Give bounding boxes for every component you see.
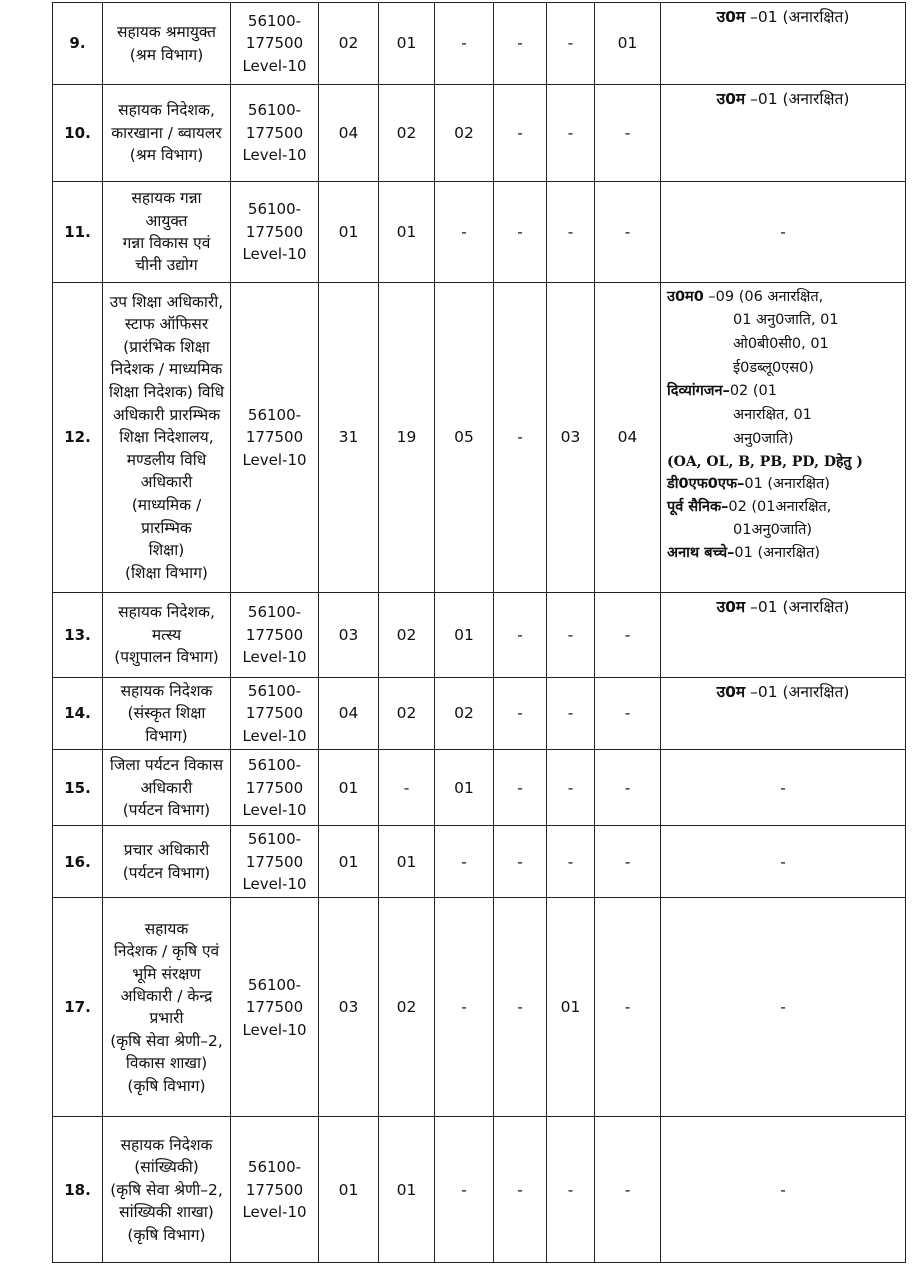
table-row xyxy=(53,283,906,593)
serial-number: 15. xyxy=(53,750,103,826)
count-c4: - xyxy=(494,182,547,283)
serial-number: 14. xyxy=(53,678,103,750)
count-c6: - xyxy=(595,826,661,898)
count-c4: - xyxy=(494,1117,547,1263)
table-row xyxy=(53,1117,906,1263)
reservation-line: पूर्व सैनिक–02 (01अनारक्षित, xyxy=(667,498,832,515)
count-c6: - xyxy=(595,678,661,750)
count-c2: - xyxy=(379,750,435,826)
table-row xyxy=(53,3,906,85)
reservation-line: (OA, OL, B, PB, PD, Dहेतु ) xyxy=(667,453,863,470)
count-c3: - xyxy=(435,898,494,1117)
serial-number: 10. xyxy=(53,85,103,182)
pay-scale: 56100- 177500 Level-10 xyxy=(231,593,319,678)
count-c6: - xyxy=(595,85,661,182)
count-total: 01 xyxy=(319,182,379,283)
table-row xyxy=(53,85,906,182)
count-c4: - xyxy=(494,898,547,1117)
count-c5: - xyxy=(547,1117,595,1263)
pay-scale: 56100- 177500 Level-10 xyxy=(231,182,319,283)
serial-number: 12. xyxy=(53,283,103,593)
reservation-line: उ0म –01 (अनारक्षित) xyxy=(716,598,850,616)
post-name: सहायक निदेशक (संस्कृत शिक्षा विभाग) xyxy=(103,678,231,750)
count-c3: 01 xyxy=(435,750,494,826)
count-c5: - xyxy=(547,85,595,182)
count-c3: 02 xyxy=(435,85,494,182)
reservation-cell xyxy=(661,678,906,750)
count-c5: - xyxy=(547,678,595,750)
serial-number: 9. xyxy=(53,3,103,85)
post-name: सहायक निदेशक, मत्स्य (पशुपालन विभाग) xyxy=(103,593,231,678)
count-c6: - xyxy=(595,593,661,678)
count-c3: - xyxy=(435,826,494,898)
count-c5: - xyxy=(547,750,595,826)
reservation-line: डी0एफ0एफ–01 (अनारक्षित) xyxy=(667,476,830,493)
post-name: सहायक निदेशक (सांख्यिकी) (कृषि सेवा श्रेणी–2, सांख्यिकी शाखा) (कृषि विभाग) xyxy=(103,1117,231,1263)
count-total: 04 xyxy=(319,678,379,750)
table-row xyxy=(53,182,906,283)
pay-scale: 56100- 177500 Level-10 xyxy=(231,898,319,1117)
count-c5: 03 xyxy=(547,283,595,593)
count-c3: - xyxy=(435,3,494,85)
count-c2: 02 xyxy=(379,678,435,750)
count-c3: 05 xyxy=(435,283,494,593)
count-c4: - xyxy=(494,283,547,593)
table-row xyxy=(53,826,906,898)
table-row xyxy=(53,898,906,1117)
reservation-line: उ0म –01 (अनारक्षित) xyxy=(716,90,850,108)
post-name: प्रचार अधिकारी (पर्यटन विभाग) xyxy=(103,826,231,898)
reservation-cell: - xyxy=(661,182,906,283)
count-c4: - xyxy=(494,826,547,898)
reservation-cell xyxy=(661,85,906,182)
table-row xyxy=(53,678,906,750)
pay-scale: 56100- 177500 Level-10 xyxy=(231,678,319,750)
count-total: 03 xyxy=(319,593,379,678)
reservation-cell: - xyxy=(661,898,906,1117)
serial-number: 11. xyxy=(53,182,103,283)
reservation-cell xyxy=(661,283,906,593)
count-total: 03 xyxy=(319,898,379,1117)
count-c5: - xyxy=(547,3,595,85)
reservation-line: अनु0जाति) xyxy=(733,430,794,447)
count-total: 01 xyxy=(319,826,379,898)
post-name: उप शिक्षा अधिकारी, स्टाफ ऑफिसर (प्रारंभिक शिक्षा निदेशक / माध्यमिक शिक्षा निदेशक) विधि अधिकारी प्रारम्भिक शिक्षा निदेशालय, मण्डलीय विधि अधिकारी (माध्यमिक / प्रारम्भिक शिक्षा) (शिक्षा विभाग) xyxy=(103,283,231,593)
serial-number: 13. xyxy=(53,593,103,678)
count-c5: 01 xyxy=(547,898,595,1117)
count-c3: - xyxy=(435,1117,494,1263)
count-c5: - xyxy=(547,826,595,898)
count-c6: - xyxy=(595,1117,661,1263)
count-c2: 19 xyxy=(379,283,435,593)
reservation-line: ओ0बी0सी0, 01 xyxy=(733,336,829,353)
serial-number: 17. xyxy=(53,898,103,1117)
reservation-line: 01 अनु0जाति, 01 xyxy=(733,312,839,329)
count-total: 04 xyxy=(319,85,379,182)
reservation-line: 01अनु0जाति) xyxy=(733,522,812,539)
count-c3: 02 xyxy=(435,678,494,750)
reservation-line: उ0म –01 (अनारक्षित) xyxy=(716,8,850,26)
count-c4: - xyxy=(494,85,547,182)
count-c6: - xyxy=(595,750,661,826)
count-c3: - xyxy=(435,182,494,283)
count-c3: 01 xyxy=(435,593,494,678)
reservation-cell xyxy=(661,3,906,85)
post-name: सहायक श्रमायुक्त (श्रम विभाग) xyxy=(103,3,231,85)
count-c6: 04 xyxy=(595,283,661,593)
count-total: 31 xyxy=(319,283,379,593)
count-c6: 01 xyxy=(595,3,661,85)
count-c2: 02 xyxy=(379,593,435,678)
reservation-cell: - xyxy=(661,826,906,898)
count-total: 02 xyxy=(319,3,379,85)
table-row xyxy=(53,593,906,678)
post-name: सहायक गन्ना आयुक्त गन्ना विकास एवं चीनी उद्योग xyxy=(103,182,231,283)
table-row xyxy=(53,750,906,826)
count-c4: - xyxy=(494,3,547,85)
pay-scale: 56100- 177500 Level-10 xyxy=(231,283,319,593)
serial-number: 16. xyxy=(53,826,103,898)
reservation-line: उ0म –01 (अनारक्षित) xyxy=(716,683,850,701)
pay-scale: 56100- 177500 Level-10 xyxy=(231,3,319,85)
count-total: 01 xyxy=(319,1117,379,1263)
pay-scale: 56100- 177500 Level-10 xyxy=(231,826,319,898)
vacancy-table xyxy=(52,2,906,1263)
count-c2: 02 xyxy=(379,898,435,1117)
reservation-line: ई0डब्लू0एस0) xyxy=(733,360,814,377)
count-c4: - xyxy=(494,678,547,750)
reservation-line: दिव्यांगजन–02 (01 xyxy=(667,383,777,400)
count-c5: - xyxy=(547,593,595,678)
reservation-cell: - xyxy=(661,1117,906,1263)
pay-scale: 56100- 177500 Level-10 xyxy=(231,750,319,826)
serial-number: 18. xyxy=(53,1117,103,1263)
reservation-line: अनारक्षित, 01 xyxy=(733,406,812,423)
count-c2: 01 xyxy=(379,182,435,283)
post-name: जिला पर्यटन विकास अधिकारी (पर्यटन विभाग) xyxy=(103,750,231,826)
count-c4: - xyxy=(494,593,547,678)
reservation-line: उ0म0 –09 (06 अनारक्षित, xyxy=(667,289,824,305)
reservation-line: अनाथ बच्चे–01 (अनारक्षित) xyxy=(667,545,821,562)
pay-scale: 56100- 177500 Level-10 xyxy=(231,85,319,182)
count-c6: - xyxy=(595,182,661,283)
count-c2: 01 xyxy=(379,1117,435,1263)
reservation-cell xyxy=(661,593,906,678)
count-c5: - xyxy=(547,182,595,283)
count-c2: 01 xyxy=(379,826,435,898)
count-c2: 01 xyxy=(379,3,435,85)
pay-scale: 56100- 177500 Level-10 xyxy=(231,1117,319,1263)
post-name: सहायक निदेशक, कारखाना / ब्वायलर (श्रम विभाग) xyxy=(103,85,231,182)
reservation-cell: - xyxy=(661,750,906,826)
count-c4: - xyxy=(494,750,547,826)
post-name: सहायक निदेशक / कृषि एवं भूमि संरक्षण अधिकारी / केन्द्र प्रभारी (कृषि सेवा श्रेणी–2, विकास शाखा) (कृषि विभाग) xyxy=(103,898,231,1117)
count-total: 01 xyxy=(319,750,379,826)
count-c6: - xyxy=(595,898,661,1117)
count-c2: 02 xyxy=(379,85,435,182)
